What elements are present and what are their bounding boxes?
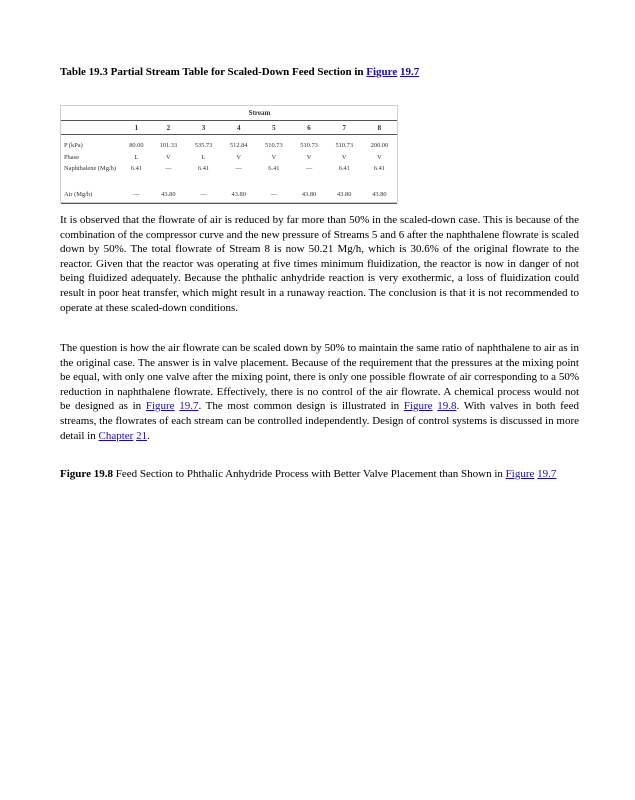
cell: 535.73 — [194, 141, 213, 149]
cell: 43.80 — [221, 187, 256, 203]
cell: — — [122, 187, 151, 203]
cell: 510.73 — [300, 141, 318, 149]
cell: L — [201, 153, 206, 161]
cell: 6.41 — [268, 165, 280, 172]
col-header: 8 — [362, 121, 397, 135]
col-header: 7 — [327, 121, 362, 135]
paragraph-2 — [60, 341, 579, 443]
cell: 43.80 — [327, 187, 362, 203]
row-label: Naphthalene (Mg/h) — [64, 165, 116, 172]
cell: 200.00 — [370, 141, 389, 149]
stream-table-image — [60, 105, 398, 203]
chapter-link-21[interactable] — [99, 430, 134, 442]
cell: V — [306, 153, 312, 161]
link-figure-word[interactable]: Figure — [145, 400, 175, 413]
cell: 510.73 — [265, 141, 283, 149]
paragraph-1: It is observed that the flowrate of air is reduced by far more than 50% in the scaled-down case. This is because of the combination of the compressor curve and the new pressure of Streams 5 and 6 after the naphthalene flowrate is scaled down by 50%. The total flowrate of Stream 8 is now 50.21 Mg/h, which is 30.6% of the original flowrate to the reactor. Given that the reactor was operating at five times minimum fluidization, the reactor is now in danger of not being fluidized adequately. Because the phthalic anhydride reaction is very exothermic, a loss of fluidization could result in poor heat transfer, which might result in a runaway reaction. The conclusion is that it is not recommended to operate at these scaled-down conditions. — [60, 214, 579, 314]
cell: 80.00 — [129, 141, 144, 149]
cell: — — [235, 165, 242, 172]
link-figure-number[interactable]: 19.7 — [537, 468, 557, 480]
figure-number-link-19-8[interactable] — [437, 400, 456, 412]
stream-header: Stream — [248, 109, 271, 117]
cell: V — [166, 153, 171, 161]
col-header: 2 — [151, 121, 186, 135]
figure-caption — [60, 467, 579, 482]
col-header: 6 — [291, 121, 326, 135]
cell: 43.80 — [291, 187, 326, 203]
col-header: 3 — [186, 121, 221, 135]
paragraph-2-text: The question is how the air flowrate can be scaled down by 50% to maintain the same ratio of naphthalene to air as in the original case. The answer is in valve placement. Because of the requirement that the pressures at the mixing point be equal, with only one valve after the mixing point, there is only one possible flowrate of air corresponding to a 50% reduction in naphthalene flowrate. Effectively, there is no control of the air flowrate. A chemical process would not be designed as in — [60, 342, 579, 413]
col-header: 4 — [221, 121, 256, 135]
link-figure-word[interactable]: Figure — [403, 400, 433, 413]
link-figure-word[interactable]: Figure — [366, 66, 398, 78]
cell: 512.84 — [229, 141, 248, 149]
figure-label: Figure 19.8 — [60, 468, 113, 480]
col-header: 5 — [256, 121, 291, 135]
table-caption — [60, 66, 419, 78]
cell: 101.33 — [159, 141, 178, 149]
cell: 510.73 — [335, 141, 354, 149]
cell: — — [305, 165, 313, 172]
cell: 6.41 — [197, 165, 210, 172]
row-label: Air (Mg/h) — [61, 187, 122, 203]
cell: — — [256, 187, 291, 203]
col-header: 1 — [122, 121, 151, 135]
table-caption-text: Table 19.3 Partial Stream Table for Scaled-Down Feed Section in — [60, 66, 364, 78]
figure-link-19-7[interactable] — [366, 66, 397, 78]
figure-number-link-19-7[interactable] — [179, 400, 198, 412]
stream-table — [61, 106, 397, 204]
row-label: P (kPa) — [64, 141, 83, 149]
cell: 6.41 — [373, 165, 385, 172]
cell: V — [236, 153, 242, 161]
link-figure-number[interactable]: 19.7 — [179, 400, 199, 413]
paragraph-2-text: . With valves in both feed streams, the flowrates of each stream can be controlled independently. Design of control systems is discussed in more detail in — [60, 400, 580, 442]
link-figure-number[interactable]: 19.8 — [437, 400, 457, 413]
table-row — [61, 135, 397, 152]
link-chapter-word[interactable]: Chapter — [98, 429, 134, 442]
figure-link-19-7[interactable] — [146, 400, 175, 412]
cell: — — [186, 187, 221, 203]
cell: V — [377, 153, 382, 161]
cell: V — [341, 153, 347, 161]
link-chapter-number[interactable]: 21 — [136, 429, 148, 442]
figure-link-19-8[interactable] — [404, 400, 433, 412]
paragraph-2-text: . The most common design is illustrated in — [198, 400, 400, 413]
cell: L — [134, 153, 139, 161]
cell: 6.41 — [130, 165, 142, 172]
paragraph-2-text: . — [147, 429, 150, 442]
cell: V — [271, 153, 277, 161]
figure-link-19-7[interactable] — [506, 468, 535, 480]
link-figure-number[interactable]: 19.7 — [400, 66, 420, 78]
stream-number-row — [61, 121, 397, 135]
figure-number-link-19-7[interactable] — [537, 468, 556, 480]
figure-number-link-19-7[interactable] — [400, 66, 419, 78]
table-row — [61, 163, 397, 187]
figure-caption-text: Feed Section to Phthalic Anhydride Process with Better Valve Placement than Shown in — [115, 468, 503, 480]
row-label: Phase — [64, 153, 79, 161]
cell: — — [165, 165, 172, 172]
link-figure-word[interactable]: Figure — [505, 468, 535, 480]
chapter-number-link-21[interactable] — [136, 430, 147, 442]
cell: 43.80 — [362, 187, 397, 203]
cell: 43.80 — [151, 187, 186, 203]
table-row — [61, 151, 397, 163]
cell: 6.41 — [338, 165, 350, 172]
table-row — [61, 187, 397, 203]
